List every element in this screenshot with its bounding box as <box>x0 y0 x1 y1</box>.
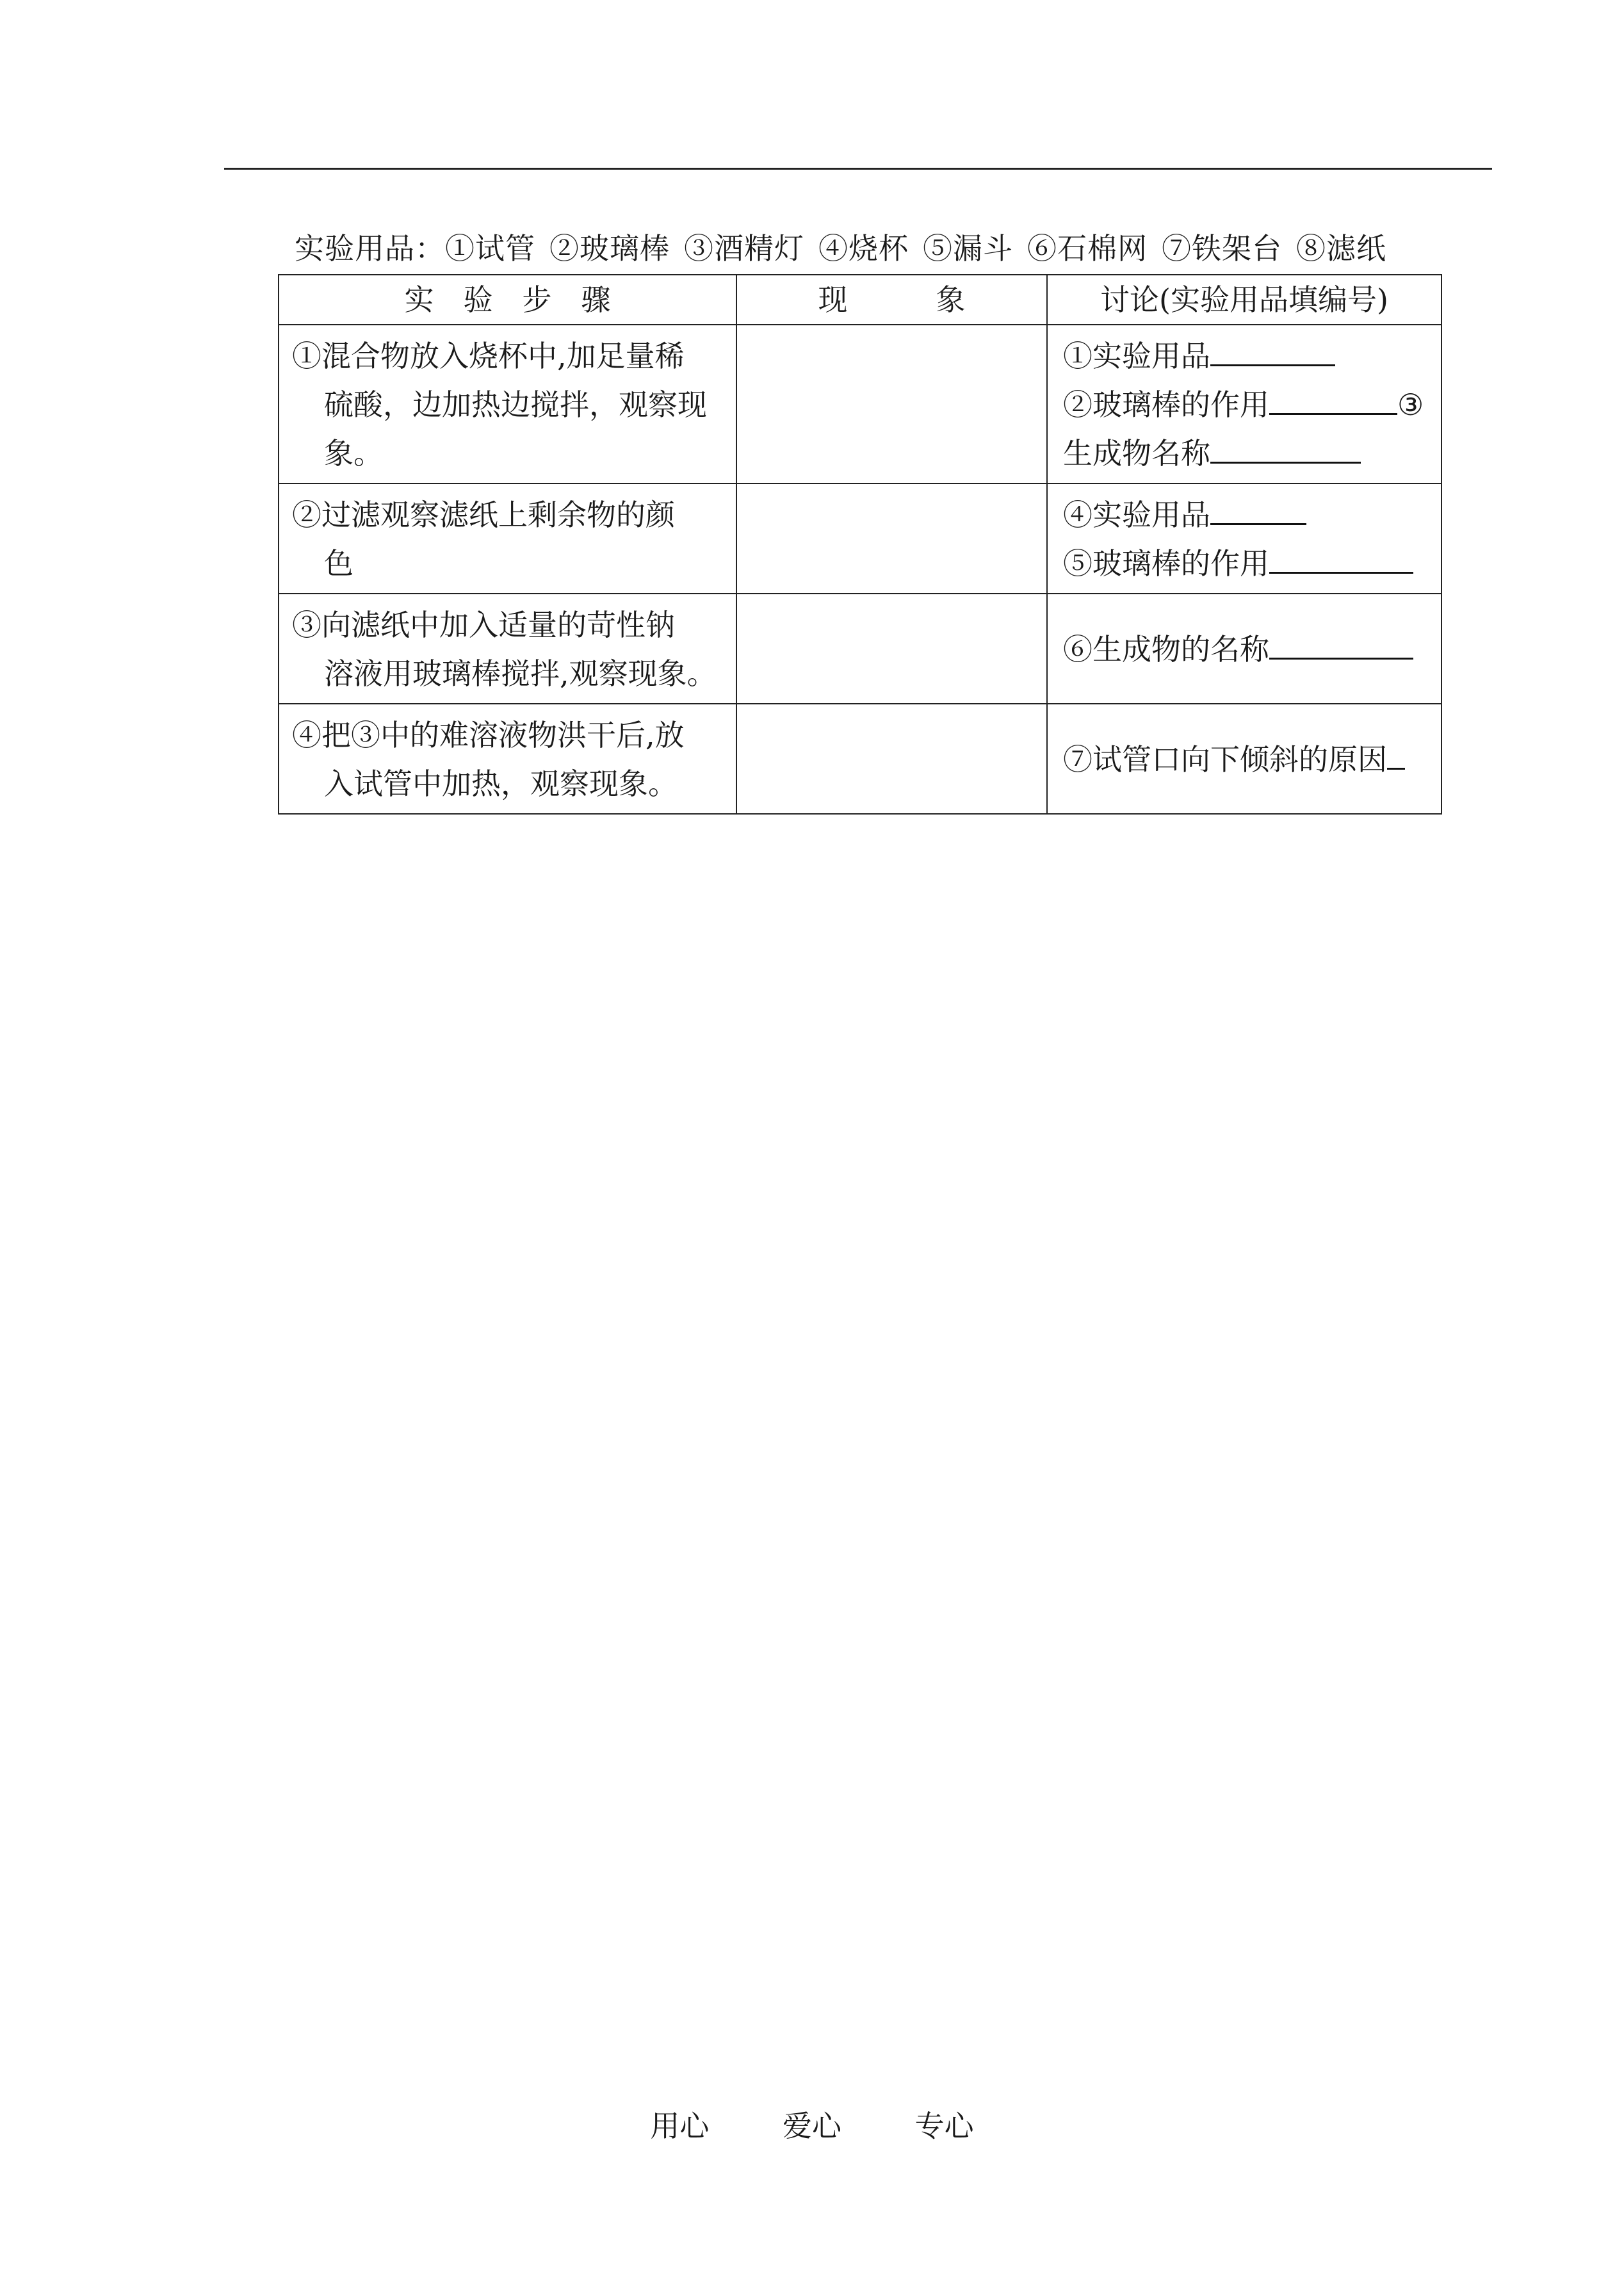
step-cell <box>279 325 736 483</box>
answer-blank[interactable] <box>1269 626 1413 660</box>
step-text: 色 <box>324 546 353 581</box>
step-cell <box>279 483 736 594</box>
footer-text: 用心 <box>650 2109 710 2143</box>
discussion-text: ⑤玻璃棒的作用 <box>1063 546 1269 581</box>
material-item: ⑤漏斗 <box>923 231 1013 266</box>
material-item: ⑧滤纸 <box>1296 231 1386 266</box>
answer-blank[interactable] <box>1210 491 1306 525</box>
answer-blank[interactable] <box>1269 540 1413 574</box>
step-text: ①混合物放入烧杯中,加足量稀 <box>292 339 685 373</box>
step-text: 入试管中加热，观察现象。 <box>324 766 678 801</box>
table-row <box>279 704 1441 814</box>
step-text: ④把③中的难溶液物洪干后,放 <box>292 718 685 752</box>
material-item: ①试管 <box>445 231 535 266</box>
step-text: 象。 <box>324 436 383 471</box>
discussion-text: ⑥生成物的名称 <box>1063 632 1269 667</box>
footer-text: 爱心 <box>783 2109 841 2143</box>
discussion-text: ⑦试管口向下倾斜的原因 <box>1063 742 1387 777</box>
step-text: ②过滤观察滤纸上剩余物的颜 <box>292 498 675 532</box>
answer-blank[interactable] <box>1210 332 1335 366</box>
table-row <box>279 483 1441 594</box>
table-row <box>279 325 1441 483</box>
step-cell <box>279 704 736 814</box>
phenomenon-cell[interactable] <box>736 594 1047 704</box>
material-item: ⑦铁架台 <box>1162 231 1282 266</box>
discussion-text: ③ <box>1397 387 1424 422</box>
discussion-cell <box>1047 325 1441 483</box>
step-cell <box>279 594 736 704</box>
header-rule <box>224 168 1492 170</box>
discussion-text: ④实验用品 <box>1063 498 1210 532</box>
discussion-text: ①实验用品 <box>1063 339 1210 373</box>
material-item: ②玻璃棒 <box>549 231 670 266</box>
discussion-cell <box>1047 483 1441 594</box>
phenomenon-cell[interactable] <box>736 704 1047 814</box>
header-steps: 实 验 步 骤 <box>279 275 736 325</box>
discussion-text: 生成物名称 <box>1063 436 1210 471</box>
step-text: ③向滤纸中加入适量的苛性钠 <box>292 608 675 642</box>
experiment-table <box>278 274 1442 815</box>
header-discussion: 讨论(实验用品填编号) <box>1047 275 1441 325</box>
step-text: 硫酸，边加热边搅拌，观察现 <box>324 387 707 422</box>
discussion-cell <box>1047 704 1441 814</box>
phenomenon-cell[interactable] <box>736 325 1047 483</box>
material-item: ④烧杯 <box>818 231 909 266</box>
answer-blank[interactable] <box>1210 430 1361 464</box>
step-text: 溶液用玻璃棒搅拌,观察现象。 <box>324 656 717 691</box>
table-row <box>279 594 1441 704</box>
page-footer <box>0 2107 1624 2145</box>
material-item: ⑥石棉网 <box>1027 231 1148 266</box>
materials-line <box>295 223 1498 274</box>
answer-blank[interactable] <box>1387 736 1405 770</box>
answer-blank[interactable] <box>1269 381 1397 415</box>
footer-text: 专心 <box>914 2109 974 2143</box>
discussion-text: ②玻璃棒的作用 <box>1063 387 1269 422</box>
header-phenomenon: 现 象 <box>736 275 1047 325</box>
materials-label: 实验用品： <box>295 231 445 266</box>
material-item: ③酒精灯 <box>684 231 804 266</box>
table-header-row <box>279 275 1441 325</box>
discussion-cell <box>1047 594 1441 704</box>
phenomenon-cell[interactable] <box>736 483 1047 594</box>
